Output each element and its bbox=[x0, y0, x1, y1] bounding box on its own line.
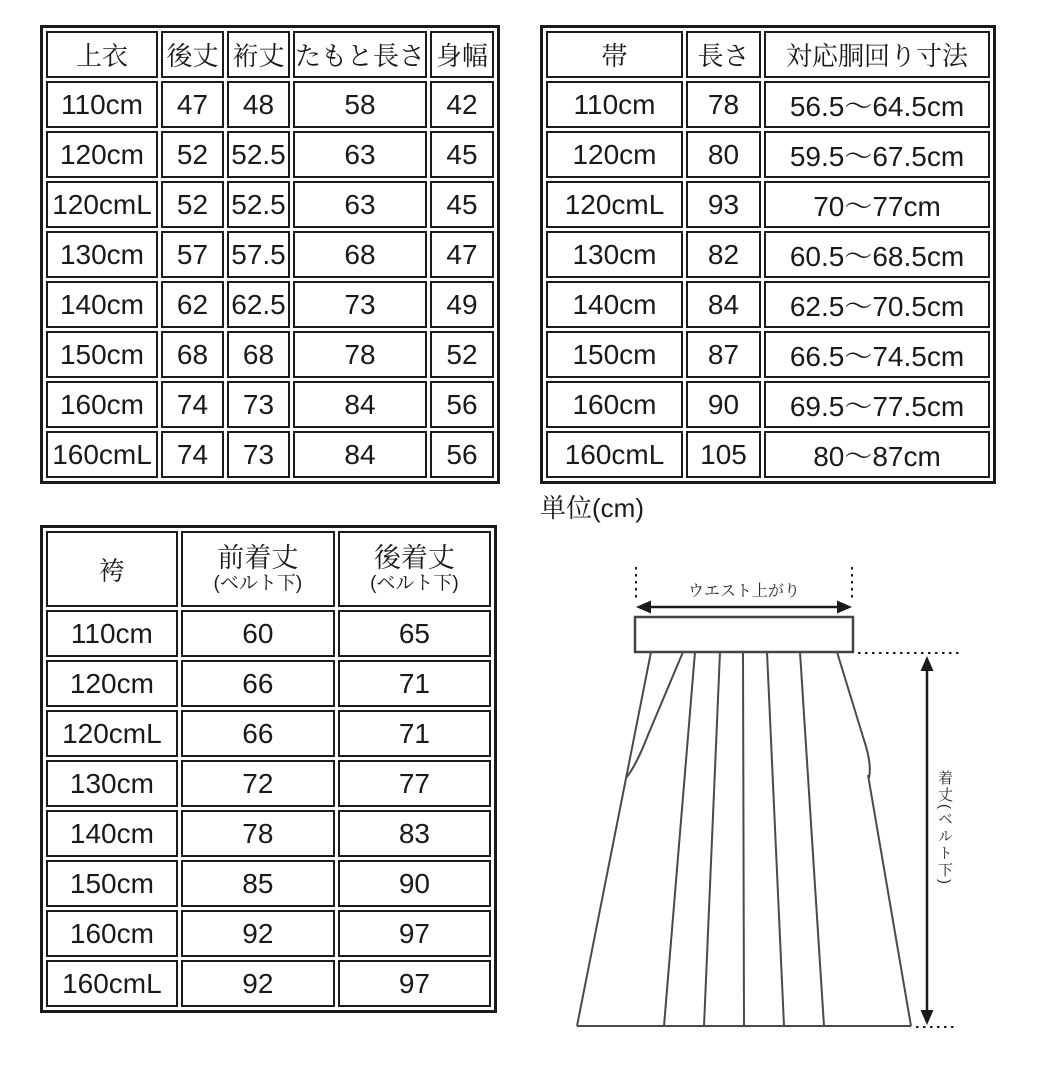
size-label-cell: 120cm bbox=[546, 131, 683, 178]
size-label-cell: 140cm bbox=[46, 281, 158, 328]
value-cell: 90 bbox=[338, 860, 491, 907]
value-cell: 90 bbox=[686, 381, 761, 428]
table-row bbox=[546, 181, 990, 228]
size-label-cell: 150cm bbox=[46, 331, 158, 378]
table-row bbox=[46, 181, 494, 228]
value-cell: 62.5 bbox=[227, 281, 290, 328]
left-outer-edge bbox=[577, 652, 651, 1026]
size-label-cell: 150cm bbox=[546, 331, 683, 378]
size-label-cell: 120cm bbox=[46, 660, 178, 707]
column-header-back-length bbox=[338, 531, 491, 607]
pleat-line bbox=[800, 652, 824, 1026]
table-row bbox=[46, 431, 494, 478]
header-row bbox=[546, 31, 990, 78]
value-cell: 47 bbox=[430, 231, 494, 278]
value-cell: 93 bbox=[686, 181, 761, 228]
arrow-head-right bbox=[837, 601, 852, 614]
table-row bbox=[46, 810, 491, 857]
arrow-head-left bbox=[636, 601, 651, 614]
value-cell: 97 bbox=[338, 960, 491, 1007]
table-row bbox=[46, 660, 491, 707]
size-label-cell: 120cmL bbox=[546, 181, 683, 228]
value-cell: 82 bbox=[686, 231, 761, 278]
size-label-cell: 120cm bbox=[46, 131, 158, 178]
column-header-body-width: 身幅 bbox=[430, 31, 494, 78]
value-cell: 84 bbox=[293, 381, 427, 428]
unit-note: 単位(cm) bbox=[540, 493, 644, 523]
column-header-obi: 帯 bbox=[546, 31, 683, 78]
jacket-size-table bbox=[40, 25, 500, 484]
value-cell: 74 bbox=[161, 431, 224, 478]
length-label: 着丈(ベルト下) bbox=[936, 770, 953, 886]
arrow-head-bottom bbox=[921, 1010, 934, 1025]
value-cell: 52.5 bbox=[227, 131, 290, 178]
value-cell: 92 bbox=[181, 960, 335, 1007]
size-label-cell: 110cm bbox=[46, 610, 178, 657]
header-sub-text: (ベルト下) bbox=[213, 573, 303, 594]
value-cell: 62.5〜70.5cm bbox=[764, 281, 990, 328]
column-header-back-length: 後丈 bbox=[161, 31, 224, 78]
table-row bbox=[546, 331, 990, 378]
value-cell: 84 bbox=[686, 281, 761, 328]
value-cell: 60 bbox=[181, 610, 335, 657]
value-cell: 60.5〜68.5cm bbox=[764, 231, 990, 278]
value-cell: 63 bbox=[293, 181, 427, 228]
header-row bbox=[46, 31, 494, 78]
value-cell: 68 bbox=[161, 331, 224, 378]
pleat-line bbox=[704, 652, 720, 1026]
size-label-cell: 120cmL bbox=[46, 710, 178, 757]
value-cell: 68 bbox=[293, 231, 427, 278]
value-cell: 59.5〜67.5cm bbox=[764, 131, 990, 178]
value-cell: 52 bbox=[161, 181, 224, 228]
pleat-line bbox=[743, 652, 744, 1026]
header-row bbox=[46, 531, 491, 607]
right-pocket-opening bbox=[837, 652, 870, 778]
size-label-cell: 110cm bbox=[546, 81, 683, 128]
table-row bbox=[46, 81, 494, 128]
size-label-cell: 160cmL bbox=[46, 960, 178, 1007]
column-header-sleeve-length: 裄丈 bbox=[227, 31, 290, 78]
waist-label: ウエスト上がり bbox=[687, 583, 801, 600]
value-cell: 73 bbox=[227, 431, 290, 478]
table-row bbox=[46, 381, 494, 428]
value-cell: 42 bbox=[430, 81, 494, 128]
value-cell: 68 bbox=[227, 331, 290, 378]
value-cell: 77 bbox=[338, 760, 491, 807]
table-row bbox=[546, 431, 990, 478]
value-cell: 80〜87cm bbox=[764, 431, 990, 478]
table-row bbox=[46, 231, 494, 278]
value-cell: 66.5〜74.5cm bbox=[764, 331, 990, 378]
value-cell: 48 bbox=[227, 81, 290, 128]
arrow-head-top bbox=[921, 656, 934, 671]
value-cell: 52 bbox=[430, 331, 494, 378]
size-label-cell: 110cm bbox=[46, 81, 158, 128]
column-header-waist-range: 対応胴回り寸法 bbox=[764, 31, 990, 78]
table-row bbox=[46, 710, 491, 757]
size-label-cell: 140cm bbox=[46, 810, 178, 857]
header-main-text: 前着丈 bbox=[217, 543, 299, 573]
column-header-front-length bbox=[181, 531, 335, 607]
obi-size-table bbox=[540, 25, 996, 484]
table-row bbox=[546, 281, 990, 328]
table-row bbox=[46, 131, 494, 178]
value-cell: 62 bbox=[161, 281, 224, 328]
value-cell: 78 bbox=[686, 81, 761, 128]
size-label-cell: 120cmL bbox=[46, 181, 158, 228]
value-cell: 78 bbox=[293, 331, 427, 378]
size-label-cell: 130cm bbox=[46, 231, 158, 278]
pleat-line bbox=[767, 652, 784, 1026]
size-label-cell: 140cm bbox=[546, 281, 683, 328]
value-cell: 52 bbox=[161, 131, 224, 178]
value-cell: 84 bbox=[293, 431, 427, 478]
value-cell: 49 bbox=[430, 281, 494, 328]
column-header-hakama: 袴 bbox=[46, 531, 178, 607]
value-cell: 45 bbox=[430, 131, 494, 178]
right-outer-edge bbox=[868, 775, 911, 1026]
value-cell: 63 bbox=[293, 131, 427, 178]
table-row bbox=[546, 81, 990, 128]
value-cell: 71 bbox=[338, 710, 491, 757]
value-cell: 58 bbox=[293, 81, 427, 128]
table-row bbox=[46, 760, 491, 807]
table-row bbox=[546, 381, 990, 428]
value-cell: 52.5 bbox=[227, 181, 290, 228]
value-cell: 105 bbox=[686, 431, 761, 478]
column-header-jacket: 上衣 bbox=[46, 31, 158, 78]
value-cell: 83 bbox=[338, 810, 491, 857]
table-row bbox=[546, 231, 990, 278]
value-cell: 87 bbox=[686, 331, 761, 378]
value-cell: 66 bbox=[181, 710, 335, 757]
value-cell: 80 bbox=[686, 131, 761, 178]
value-cell: 70〜77cm bbox=[764, 181, 990, 228]
value-cell: 56 bbox=[430, 431, 494, 478]
value-cell: 73 bbox=[227, 381, 290, 428]
value-cell: 56 bbox=[430, 381, 494, 428]
value-cell: 57.5 bbox=[227, 231, 290, 278]
value-cell: 71 bbox=[338, 660, 491, 707]
value-cell: 74 bbox=[161, 381, 224, 428]
size-label-cell: 160cm bbox=[546, 381, 683, 428]
header-main-text: 後着丈 bbox=[373, 543, 455, 573]
hakama-size-table bbox=[40, 525, 497, 1013]
value-cell: 85 bbox=[181, 860, 335, 907]
table-row bbox=[46, 281, 494, 328]
value-cell: 56.5〜64.5cm bbox=[764, 81, 990, 128]
pleat-line bbox=[664, 652, 695, 1026]
column-header-tamoto-length: たもと長さ bbox=[293, 31, 427, 78]
table-row bbox=[46, 960, 491, 1007]
value-cell: 66 bbox=[181, 660, 335, 707]
size-label-cell: 160cmL bbox=[46, 431, 158, 478]
value-cell: 47 bbox=[161, 81, 224, 128]
size-label-cell: 150cm bbox=[46, 860, 178, 907]
hakama-body-outline bbox=[577, 652, 911, 1026]
table-row bbox=[46, 910, 491, 957]
value-cell: 57 bbox=[161, 231, 224, 278]
column-header-length: 長さ bbox=[686, 31, 761, 78]
waistband-outline bbox=[635, 617, 853, 652]
value-cell: 78 bbox=[181, 810, 335, 857]
size-label-cell: 160cm bbox=[46, 381, 158, 428]
header-sub-text: (ベルト下) bbox=[370, 573, 459, 594]
size-label-cell: 130cm bbox=[46, 760, 178, 807]
size-label-cell: 130cm bbox=[546, 231, 683, 278]
table-row bbox=[46, 860, 491, 907]
value-cell: 72 bbox=[181, 760, 335, 807]
value-cell: 97 bbox=[338, 910, 491, 957]
value-cell: 73 bbox=[293, 281, 427, 328]
size-label-cell: 160cmL bbox=[546, 431, 683, 478]
value-cell: 65 bbox=[338, 610, 491, 657]
table-row bbox=[46, 331, 494, 378]
value-cell: 45 bbox=[430, 181, 494, 228]
value-cell: 69.5〜77.5cm bbox=[764, 381, 990, 428]
table-row bbox=[546, 131, 990, 178]
hakama-diagram bbox=[530, 540, 1043, 1080]
size-label-cell: 160cm bbox=[46, 910, 178, 957]
left-pocket-opening bbox=[626, 652, 683, 778]
table-row bbox=[46, 610, 491, 657]
value-cell: 92 bbox=[181, 910, 335, 957]
